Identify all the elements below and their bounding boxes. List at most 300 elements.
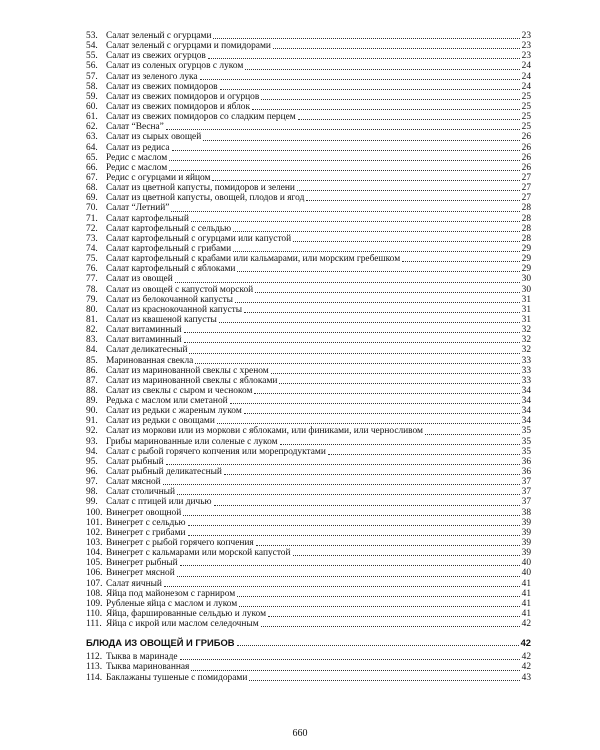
entry-number: 110. — [86, 609, 103, 620]
entry-page-number: 26 — [521, 142, 531, 153]
entry-title: Салат из свежих огурцов — [106, 51, 206, 62]
toc-entry — [86, 599, 531, 609]
toc-entry — [86, 548, 531, 558]
toc-entry — [86, 274, 531, 284]
entry-number: 76. — [86, 264, 98, 275]
entry-number: 97. — [86, 477, 98, 488]
entry-title: Яйца с икрой или маслом селедочным — [106, 619, 259, 630]
entry-number: 100. — [86, 507, 103, 518]
entry-page-number: 34 — [521, 396, 531, 407]
entry-number: 57. — [86, 71, 98, 82]
dot-leader — [213, 37, 519, 39]
toc-entry — [86, 214, 531, 224]
dot-leader — [279, 382, 519, 384]
dot-leader — [224, 473, 520, 475]
dot-leader — [166, 463, 520, 465]
entry-page-number: 37 — [521, 487, 531, 498]
entry-title: Салат из соленых огурцов с луком — [106, 61, 244, 72]
toc-entry — [86, 558, 531, 568]
entry-page-number: 30 — [521, 284, 531, 295]
entry-page-number: 29 — [521, 254, 531, 265]
entry-title: Салат из сырых овощей — [106, 132, 202, 143]
entry-page-number: 41 — [521, 578, 531, 589]
entry-number: 59. — [86, 91, 98, 102]
entry-page-number: 43 — [521, 672, 531, 683]
entry-number: 61. — [86, 112, 98, 123]
entry-title: Салат из редиса — [106, 142, 170, 153]
toc-entry — [86, 224, 531, 234]
entry-title: Винегрет с кальмарами или морской капустой — [106, 548, 291, 559]
entry-title: Салат зеленый с огурцами — [106, 31, 212, 41]
entry-title: Салат картофельный с огурцами или капустой — [106, 233, 292, 244]
entry-number: 65. — [86, 152, 98, 163]
entry-title: Салат из краснокочанной капусты — [106, 304, 243, 315]
toc-entry — [86, 183, 531, 193]
toc-entry — [86, 673, 531, 683]
toc-entry — [86, 528, 531, 538]
entry-page-number: 26 — [521, 162, 531, 173]
dot-leader — [254, 392, 519, 394]
toc-entry — [86, 173, 531, 183]
entry-page-number: 42 — [521, 619, 531, 630]
entry-title: Редис с огурцами и яйцом — [106, 172, 211, 183]
entry-page-number: 25 — [521, 122, 531, 133]
entry-number: 79. — [86, 294, 98, 305]
dot-leader — [220, 88, 520, 90]
entry-page-number: 31 — [521, 314, 531, 325]
dot-leader — [244, 412, 520, 414]
toc-entry — [86, 518, 531, 528]
toc-entry — [86, 193, 531, 203]
entry-title: Салат рыбный — [106, 456, 164, 467]
entry-title: Салат с рыбой горячего копчения или морепродуктами — [106, 446, 326, 457]
entry-page-number: 29 — [521, 243, 531, 254]
entry-number: 92. — [86, 426, 98, 437]
entry-number: 68. — [86, 183, 98, 194]
toc-entry — [86, 416, 531, 426]
dot-leader — [200, 78, 520, 80]
dot-leader — [191, 220, 520, 222]
toc-entry — [86, 396, 531, 406]
toc-entry — [86, 315, 531, 325]
entry-page-number: 34 — [521, 385, 531, 396]
entry-page-number: 24 — [521, 81, 531, 92]
entry-number: 69. — [86, 193, 98, 204]
entry-number: 72. — [86, 223, 98, 234]
toc-entry — [86, 112, 531, 122]
dot-leader — [261, 625, 520, 627]
dot-leader — [280, 443, 520, 445]
dot-leader — [273, 47, 520, 49]
dot-leader — [212, 179, 519, 181]
dot-leader — [271, 372, 520, 374]
toc-entry — [86, 589, 531, 599]
toc-entry — [86, 426, 531, 436]
entry-page-number: 35 — [521, 426, 531, 437]
entry-number: 75. — [86, 254, 98, 265]
toc-entry — [86, 538, 531, 548]
section-entries-list — [86, 652, 531, 682]
section-page-number: 42 — [520, 637, 531, 649]
entry-page-number: 25 — [521, 101, 531, 112]
entry-title: Яйца, фаршированные сельдью и луком — [106, 609, 267, 620]
entry-page-number: 36 — [521, 467, 531, 478]
entry-title: Яйца под майонезом с гарниром — [106, 588, 236, 599]
entry-number: 108. — [86, 588, 103, 599]
entry-title: Салат из редьки с овощами — [106, 416, 215, 427]
entry-page-number: 37 — [521, 477, 531, 488]
toc-entry — [86, 609, 531, 619]
dot-leader — [177, 575, 520, 577]
entry-number: 91. — [86, 416, 98, 427]
entry-number: 93. — [86, 436, 98, 447]
entry-title: Винегрет рыбный — [106, 558, 178, 569]
dot-leader — [217, 422, 520, 424]
entry-title: Салат с птицей или дичью — [106, 497, 212, 508]
toc-entry — [86, 356, 531, 366]
entry-page-number: 34 — [521, 406, 531, 417]
entry-number: 90. — [86, 406, 98, 417]
entry-page-number: 26 — [521, 152, 531, 163]
dot-leader — [189, 352, 519, 354]
dot-leader — [188, 534, 520, 536]
entry-page-number: 39 — [521, 527, 531, 538]
entry-page-number: 28 — [521, 233, 531, 244]
entry-page-number: 28 — [521, 213, 531, 224]
dot-leader — [183, 514, 519, 516]
table-of-contents — [86, 31, 531, 683]
entry-title: Салат зеленый с огурцами и помидорами — [106, 41, 271, 52]
entry-page-number: 26 — [521, 132, 531, 143]
entry-title: Салат из свежих помидоров со сладким перцем — [106, 112, 296, 123]
entry-page-number: 35 — [521, 446, 531, 457]
entry-title: Баклажаны тушеные с помидорами — [106, 672, 248, 683]
entry-title: Салат из свежих помидоров и яблок — [106, 101, 251, 112]
entry-title: Салат из свежих помидоров — [106, 81, 218, 92]
entry-page-number: 23 — [521, 31, 531, 41]
entry-title: Салат из маринованной свеклы с хреном — [106, 365, 269, 376]
entry-title: Маринованная свекла — [106, 355, 194, 366]
entry-number: 73. — [86, 233, 98, 244]
entry-page-number: 28 — [521, 203, 531, 214]
entry-number: 80. — [86, 304, 98, 315]
dot-leader — [188, 524, 520, 526]
dot-leader — [172, 149, 520, 151]
entry-page-number: 41 — [521, 588, 531, 599]
entry-page-number: 37 — [521, 497, 531, 508]
section-heading — [86, 637, 531, 648]
toc-entry — [86, 619, 531, 629]
toc-entry — [86, 467, 531, 477]
dot-leader — [249, 679, 519, 681]
toc-entry — [86, 264, 531, 274]
toc-entry — [86, 497, 531, 507]
dot-leader — [177, 493, 520, 495]
entry-title: Салат из овощей с капустой морской — [106, 284, 254, 295]
dot-leader — [191, 669, 519, 671]
entry-title: Редис с маслом — [106, 152, 168, 163]
entry-number: 58. — [86, 81, 98, 92]
dot-leader — [244, 311, 520, 313]
entry-number: 60. — [86, 101, 98, 112]
dot-leader — [214, 504, 520, 506]
entry-number: 107. — [86, 578, 103, 589]
entry-page-number: 33 — [521, 375, 531, 386]
entry-title: Салат из цветной капусты, помидоров и зелени — [106, 183, 295, 194]
toc-entry — [86, 92, 531, 102]
entry-page-number: 25 — [521, 91, 531, 102]
toc-entries-list — [86, 31, 531, 629]
dot-leader — [171, 210, 519, 212]
entry-title: Редис с маслом — [106, 162, 168, 173]
entry-title: Салат картофельный — [106, 213, 189, 224]
toc-entry — [86, 143, 531, 153]
entry-page-number: 39 — [521, 548, 531, 559]
entry-number: 54. — [86, 41, 98, 52]
dot-leader — [169, 159, 519, 161]
entry-title: Салат картофельный с яблоками — [106, 264, 236, 275]
entry-page-number: 32 — [521, 335, 531, 346]
entry-number: 77. — [86, 274, 98, 285]
toc-entry — [86, 153, 531, 163]
entry-number: 104. — [86, 548, 103, 559]
dot-leader — [233, 230, 519, 232]
entry-number: 81. — [86, 314, 98, 325]
entry-title: Винегрет с сельдью — [106, 517, 186, 528]
entry-page-number: 33 — [521, 365, 531, 376]
toc-entry — [86, 335, 531, 345]
toc-entry — [86, 203, 531, 213]
entry-number: 85. — [86, 355, 98, 366]
dot-leader — [255, 291, 519, 293]
entry-number: 82. — [86, 325, 98, 336]
toc-entry — [86, 305, 531, 315]
entry-number: 99. — [86, 497, 98, 508]
toc-entry — [86, 345, 531, 355]
toc-entry — [86, 447, 531, 457]
toc-entry — [86, 163, 531, 173]
dot-leader — [180, 564, 520, 566]
toc-entry — [86, 82, 531, 92]
entry-number: 70. — [86, 203, 98, 214]
entry-title: Салат деликатесный — [106, 345, 188, 356]
dot-leader — [237, 270, 519, 272]
entry-title: Салат картофельный с сельдью — [106, 223, 232, 234]
toc-entry — [86, 386, 531, 396]
entry-title: Салат из моркови или из моркови с яблоками, или финиками, или черносливом — [106, 426, 423, 437]
entry-number: 84. — [86, 345, 98, 356]
toc-entry — [86, 477, 531, 487]
dot-leader — [261, 98, 519, 100]
entry-title: Тыква в маринаде — [106, 652, 178, 663]
entry-number: 63. — [86, 132, 98, 143]
entry-title: Салат из свеклы с сыром и чесноком — [106, 385, 253, 396]
entry-number: 56. — [86, 61, 98, 72]
entry-page-number: 39 — [521, 517, 531, 528]
page-number-footer: 660 — [292, 728, 308, 739]
dot-leader — [293, 240, 519, 242]
entry-page-number: 40 — [521, 558, 531, 569]
entry-title: Рубленые яйца с маслом и луком — [106, 598, 238, 609]
dot-leader — [195, 362, 519, 364]
dot-leader — [203, 139, 519, 141]
entry-number: 78. — [86, 284, 98, 295]
dot-leader — [180, 658, 520, 660]
dot-leader — [402, 260, 520, 262]
entry-title: Салат из редьки с жареным луком — [106, 406, 242, 417]
toc-entry — [86, 285, 531, 295]
toc-entry — [86, 366, 531, 376]
toc-entry — [86, 102, 531, 112]
entry-number: 71. — [86, 213, 98, 224]
entry-page-number: 42 — [521, 652, 531, 663]
entry-number: 103. — [86, 538, 103, 549]
entry-number: 64. — [86, 142, 98, 153]
toc-entry — [86, 325, 531, 335]
entry-page-number: 31 — [521, 294, 531, 305]
toc-entry — [86, 72, 531, 82]
dot-leader — [306, 199, 519, 201]
entry-title: Винегрет с грибами — [106, 527, 186, 538]
toc-entry — [86, 41, 531, 51]
toc-entry — [86, 457, 531, 467]
entry-page-number: 41 — [521, 598, 531, 609]
entry-page-number: 39 — [521, 538, 531, 549]
dot-leader — [237, 595, 519, 597]
entry-page-number: 23 — [521, 51, 531, 62]
entry-number: 74. — [86, 243, 98, 254]
entry-title: Винегрет с рыбой горячего копчения — [106, 538, 254, 549]
entry-number: 106. — [86, 568, 103, 579]
toc-entry — [86, 579, 531, 589]
toc-entry — [86, 295, 531, 305]
entry-number: 83. — [86, 335, 98, 346]
entry-number: 112. — [86, 652, 103, 663]
dot-leader — [184, 331, 520, 333]
entry-title: Салат витаминный — [106, 325, 182, 336]
entry-title: Салат из цветной капусты, овощей, плодов и ягод — [106, 193, 305, 204]
entry-title: Салат столичный — [106, 487, 175, 498]
entry-title: Салат из квашеной капусты — [106, 314, 217, 325]
entry-page-number: 38 — [521, 507, 531, 518]
dot-leader — [208, 57, 520, 59]
entry-page-number: 36 — [521, 456, 531, 467]
toc-entry — [86, 244, 531, 254]
dot-leader — [233, 250, 519, 252]
entry-page-number: 31 — [521, 304, 531, 315]
entry-title: Салат яичный — [106, 578, 162, 589]
entry-title: Тыква маринованная — [106, 662, 190, 673]
entry-page-number: 42 — [521, 662, 531, 673]
entry-page-number: 24 — [521, 61, 531, 72]
entry-number: 101. — [86, 517, 103, 528]
entry-title: Салат рыбный деликатесный — [106, 467, 222, 478]
entry-number: 53. — [86, 31, 98, 41]
entry-number: 62. — [86, 122, 98, 133]
entry-page-number: 32 — [521, 345, 531, 356]
dot-leader — [293, 554, 520, 556]
entry-number: 86. — [86, 365, 98, 376]
entry-title: Салат из овощей — [106, 274, 173, 285]
entry-number: 88. — [86, 385, 98, 396]
entry-page-number: 41 — [521, 609, 531, 620]
entry-page-number: 24 — [521, 71, 531, 82]
entry-title: Салат из зеленого лука — [106, 71, 198, 82]
entry-title: Грибы маринованные или соленые с луком — [106, 436, 278, 447]
entry-number: 96. — [86, 467, 98, 478]
toc-entry — [86, 406, 531, 416]
entry-title: Винегрет мясной — [106, 568, 175, 579]
dot-leader — [235, 301, 520, 303]
entry-page-number: 25 — [521, 112, 531, 123]
entry-title: Салат картофельный с грибами — [106, 243, 232, 254]
entry-number: 113. — [86, 662, 103, 673]
entry-number: 105. — [86, 558, 103, 569]
dot-leader — [184, 341, 520, 343]
toc-entry — [86, 31, 531, 41]
entry-page-number: 35 — [521, 436, 531, 447]
entry-page-number: 23 — [521, 41, 531, 52]
dot-leader — [237, 644, 519, 646]
dot-leader — [175, 281, 520, 283]
entry-page-number: 27 — [521, 193, 531, 204]
toc-entry — [86, 61, 531, 71]
entry-number: 55. — [86, 51, 98, 62]
entry-number: 98. — [86, 487, 98, 498]
dot-leader — [297, 189, 520, 191]
dot-leader — [298, 118, 520, 120]
toc-entry — [86, 508, 531, 518]
toc-entry — [86, 487, 531, 497]
entry-title: Салат из маринованной свеклы с яблоками — [106, 375, 278, 386]
entry-page-number: 40 — [521, 568, 531, 579]
toc-entry — [86, 568, 531, 578]
toc-entry — [86, 51, 531, 61]
entry-number: 111. — [86, 619, 102, 630]
entry-title: Салат витаминный — [106, 335, 182, 346]
entry-page-number: 32 — [521, 325, 531, 336]
dot-leader — [164, 585, 520, 587]
dot-leader — [245, 68, 519, 70]
dot-leader — [252, 108, 520, 110]
toc-entry — [86, 254, 531, 264]
toc-entry — [86, 376, 531, 386]
entry-title: Салат “Летний” — [106, 203, 170, 214]
toc-entry — [86, 437, 531, 447]
entry-page-number: 33 — [521, 355, 531, 366]
entry-title: Салат из свежих помидоров и огурцов — [106, 91, 260, 102]
entry-title: Редька с маслом или сметаной — [106, 396, 228, 407]
dot-leader — [425, 433, 520, 435]
dot-leader — [256, 544, 520, 546]
entry-page-number: 30 — [521, 274, 531, 285]
entry-number: 95. — [86, 456, 98, 467]
entry-page-number: 34 — [521, 416, 531, 427]
entry-number: 87. — [86, 375, 98, 386]
toc-entry — [86, 652, 531, 662]
entry-title: Салат “Весна” — [106, 122, 164, 133]
dot-leader — [166, 128, 520, 130]
section-title: БЛЮДА ИЗ ОВОЩЕЙ И ГРИБОВ — [86, 637, 235, 649]
dot-leader — [230, 402, 520, 404]
entry-title: Винегрет овощной — [106, 507, 182, 518]
entry-number: 114. — [86, 672, 103, 683]
entry-number: 67. — [86, 172, 98, 183]
dot-leader — [169, 169, 519, 171]
entry-title: Салат мясной — [106, 477, 161, 488]
toc-entry — [86, 132, 531, 142]
entry-page-number: 28 — [521, 223, 531, 234]
